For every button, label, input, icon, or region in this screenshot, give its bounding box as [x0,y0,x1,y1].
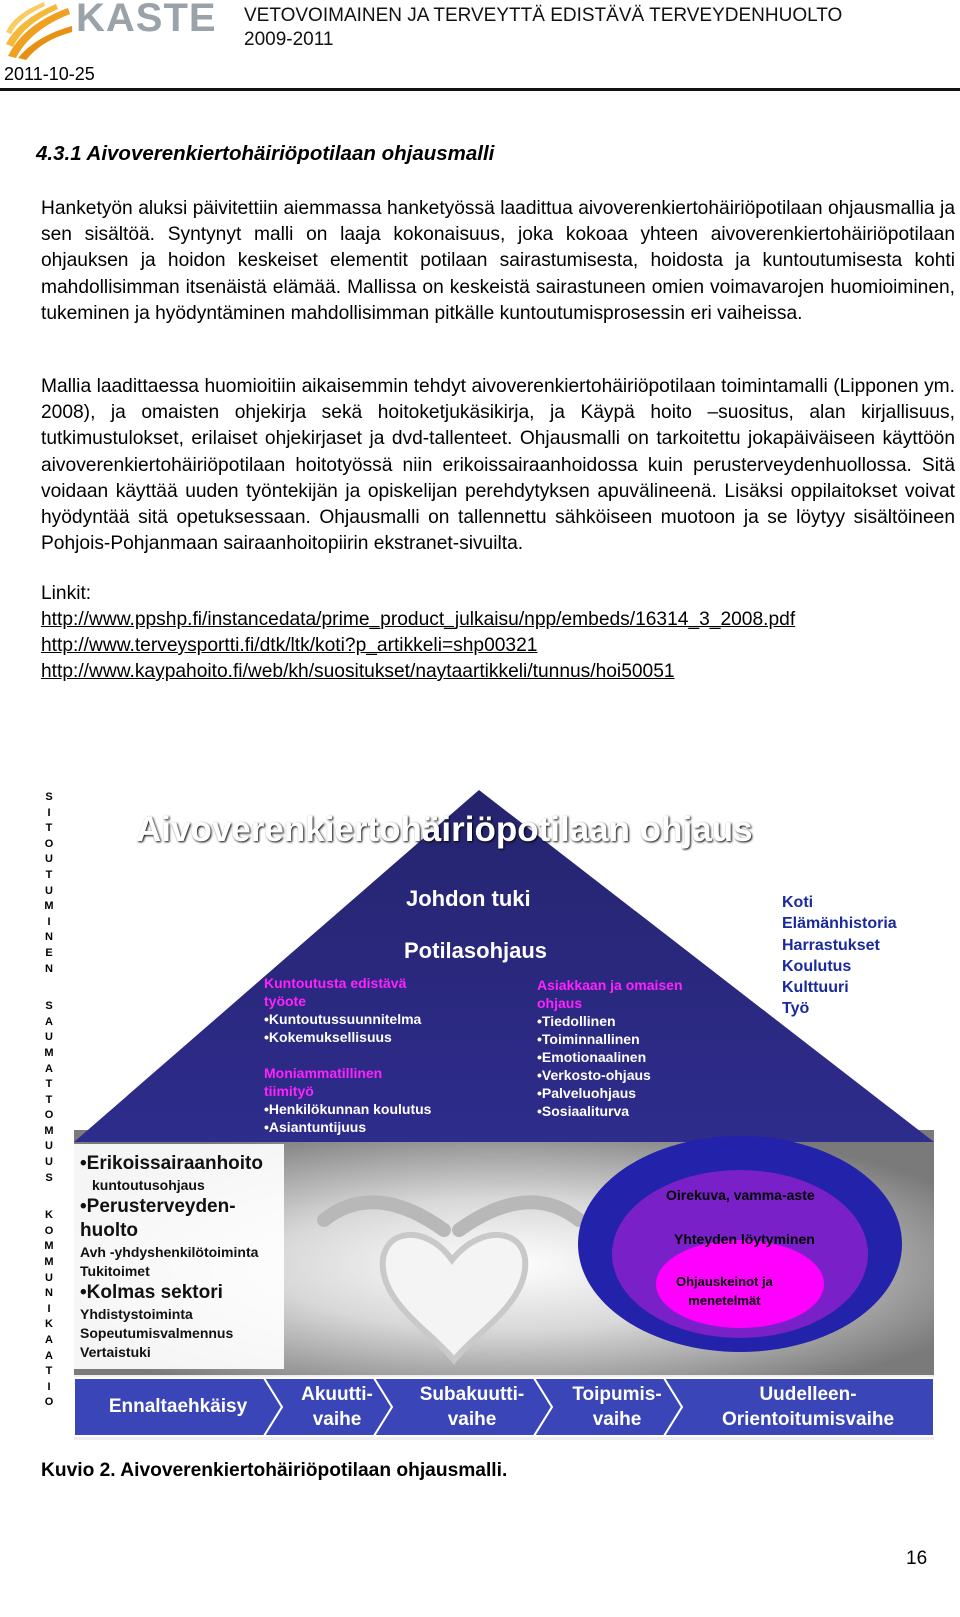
header-title-line2: 2009-2011 [244,29,334,50]
phase-label [74,1394,282,1419]
group-asiakas-item: •Emotionaalinen [537,1049,647,1065]
erikoissairaanhoito-label: •Erikoissairaanhoito [80,1153,263,1174]
phase-label [282,1382,392,1432]
phase-label-line1: Ennaltaehkäisy [108,1396,248,1417]
context-item: Kulttuuri [782,979,849,997]
context-item: Työ [782,1000,810,1018]
vertical-letter: O [44,1109,54,1122]
phase-label-line1: Akuutti- [301,1384,373,1405]
vertical-letter: T [45,822,53,835]
link-ppshp[interactable]: http://www.ppshp.fi/instancedata/prime_product_julkaisu/npp/embeds/16314_3_2008.pdf [41,609,796,630]
vertical-letter: U [45,853,53,866]
header-title-line1: VETOVOIMAINEN JA TERVEYTTÄ EDISTÄVÄ TERVEYDENHUOLTO [244,5,843,26]
oval-label-yhteys: Yhteyden löytyminen [674,1231,815,1247]
context-item: Koulutus [782,957,852,975]
context-item: Harrastukset [782,936,880,954]
vertical-letter: N [45,931,53,944]
johdon-tuki-label: Johdon tuki [406,886,531,911]
right-context-list [782,892,897,1020]
vertical-letter: I [47,1302,51,1315]
group-tiimityo-heading: Moniammatillinen tiimityö [264,1065,383,1099]
group-asiakas-item: •Verkosto-ohjaus [537,1067,651,1083]
context-item: Koti [782,894,814,911]
care-levels-list [80,1152,263,1362]
group-kuntoutus-item: •Kokemuksellisuus [264,1029,392,1045]
links-label: Linkit: [41,583,92,604]
header-divider [0,88,960,91]
vertical-letter: M [44,1256,54,1269]
group-asiakas-item: •Sosiaaliturva [537,1103,630,1119]
vertical-letter: I [47,915,51,928]
vertical-letter: K [45,1209,53,1222]
group-asiakas-item: •Palveluohjaus [537,1085,637,1101]
vertical-letter: M [44,900,54,913]
vertical-letter: M [44,1124,54,1137]
vertical-letter: S [45,1171,53,1184]
header-title [244,4,842,52]
page-header [0,0,960,92]
group-asiakas [537,976,697,1120]
phase-label-line2: vaihe [312,1409,362,1430]
vertical-letter: U [45,1271,53,1284]
vertical-letter: O [44,1224,54,1237]
link-kaypahoito[interactable]: http://www.kaypahoito.fi/web/kh/suositukset/naytaartikkeli/tunnus/hoi50051 [41,661,675,682]
vertical-letter: T [45,868,53,881]
kolmas-sektori-label: •Kolmas sektori [80,1282,223,1303]
phase-label [552,1382,682,1432]
vertical-label [38,999,60,1186]
section-heading: 4.3.1 Aivoverenkiertohäiriöpotilaan ohjausmalli [36,142,495,165]
vertical-letter: U [45,1031,53,1044]
vertical-letter: M [44,1240,54,1253]
logo-text: KASTE [76,0,217,40]
group-asiakas-heading: Asiakkaan ja omaisen ohjaus [537,977,683,1011]
phase-label-line2: Orientoitumisvaihe [721,1409,895,1430]
vertical-label [38,790,60,977]
perusterveydenhuolto-label-2: huolto [80,1220,139,1241]
oval-label-ohjauskeinot-line1: Ohjauskeinot ja [676,1274,773,1289]
sun-rays-icon [4,0,74,60]
vertical-letter: A [45,1349,53,1362]
vertical-letter: N [45,1287,53,1300]
yhdistystoiminta-label: Yhdistystoiminta [80,1306,193,1322]
diagram [74,790,934,1440]
vertical-letter: S [45,791,53,803]
oval-label-ohjauskeinot-line2: menetelmät [688,1293,761,1308]
vertical-letter: M [44,1046,54,1059]
oval-label-oirekuva: Oirekuva, vamma-aste [666,1187,815,1203]
group-tiimityo-item: •Henkilökunnan koulutus [264,1101,432,1117]
diagram-title: Aivoverenkiertohäiriöpotilaan ohjaus [136,810,753,849]
vertical-letter: I [47,1380,51,1393]
avh-label: Avh -yhdyshenkilötoiminta [80,1244,259,1260]
header-date: 2011-10-25 [4,64,95,84]
phase-label [392,1382,552,1432]
group-kuntoutus-item: •Kuntoutussuunnitelma [264,1011,422,1027]
vertical-letter: I [47,806,51,819]
potilasohjaus-label: Potilasohjaus [404,938,548,963]
vertical-letter: A [45,1334,53,1346]
vertical-letter: O [44,1396,54,1409]
vertical-label [38,1208,60,1411]
link-terveysportti[interactable]: http://www.terveysportti.fi/dtk/ltk/koti?p_artikkeli=shp00321 [41,635,538,656]
vertical-letter: A [45,1062,53,1075]
kuntoutusohjaus-label: kuntoutusohjaus [92,1177,205,1193]
sopeutumisvalmennus-label: Sopeutumisvalmennus [80,1325,234,1341]
paragraph-1: Hanketyön aluksi päivitettiin aiemmassa hanketyössä laadittua aivoverenkiertohäiriöpotilaan ohjausmallia ja sen sisältöä. Syntynyt malli on laaja kokonaisuus, joka kokoaa yhteen aivoverenkiertohäiriöpotilaan ohjauksen ja hoidon keskeiset elementit potilaan sairastumisesta, hoidosta ja kuntoutumisesta kohti mahdollisimman itsenäistä elämää. Mallissa on keskeistä sairastuneen omien voimavarojen huomioiminen, tukeminen ja hyödyntäminen mahdollisimman pitkälle kuntoutumisprosessin eri vaiheissa. [41,198,955,324]
group-asiakas-item: •Tiedollinen [537,1013,616,1029]
group-tiimityo [264,1064,434,1136]
vertaistuki-label: Vertaistuki [80,1344,151,1360]
guidance-model-figure [38,790,934,1440]
vertical-labels [38,790,60,1430]
perusterveydenhuolto-label: •Perusterveyden- [80,1196,236,1217]
phase-label-line1: Subakuutti- [419,1384,525,1405]
vertical-letter: U [45,1156,53,1169]
phase-label-line2: vaihe [592,1409,642,1430]
group-tiimityo-item: •Asiantuntijuus [264,1119,367,1135]
phase-label-line2: vaihe [447,1409,497,1430]
vertical-letter: E [45,946,53,959]
figure-caption: Kuvio 2. Aivoverenkiertohäiriöpotilaan ohjausmalli. [41,1460,508,1481]
oval-label-ohjauskeinot [676,1272,773,1310]
page-number: 16 [906,1548,928,1569]
vertical-letter: K [45,1318,53,1331]
phase-label-line1: Toipumis- [572,1384,662,1405]
group-asiakas-item: •Toiminnallinen [537,1031,640,1047]
vertical-letter: U [45,884,53,897]
vertical-letter: T [45,1078,53,1091]
vertical-letter: N [45,962,53,975]
group-kuntoutus-heading: Kuntoutusta edistävä työote [264,975,407,1009]
phase-label [682,1382,934,1432]
vertical-letter: T [45,1365,53,1378]
group-kuntoutus [264,974,434,1046]
vertical-letter: A [45,1015,53,1028]
context-item: Elämänhistoria [782,915,897,933]
kaste-logo [4,0,217,60]
paragraph-2: Mallia laadittaessa huomioitiin aikaisemmin tehdyt aivoverenkiertohäiriöpotilaan toimintamalli (Lipponen ym. 2008), ja omaisten ohjekirja sekä hoitoketjukäsikirja, ja Käypä hoito –suositus, alan kirjallisuus, tutkimustulokset, erilaiset ohjekirjaset ja dvd-tallenteet. Ohjausmalli on tarkoitettu jokapäiväiseen käyttöön aivoverenkiertohäiriöpotilaan hoitotyössä niin erikoissairaanhoidossa kuin perusterveydenhuollossa. Sitä voidaan käyttää uuden työntekijän ja opiskelijan perehdytyksen apuvälineenä. Lisäksi oppilaitokset voivat hyödyntää sitä opetuksessaan. Ohjausmalli on tallennettu sähköiseen muotoon ja se löytyy sisältöineen Pohjois-Pohjanmaan sairaanhoitopiirin ekstranet-sivuilta. [41,376,955,555]
tukitoimet-label: Tukitoimet [80,1263,150,1279]
vertical-letter: S [45,1000,53,1013]
vertical-letter: U [45,1140,53,1153]
phase-label-line1: Uudelleen- [759,1384,857,1405]
vertical-letter: T [45,1093,53,1106]
vertical-letter: O [44,837,54,850]
